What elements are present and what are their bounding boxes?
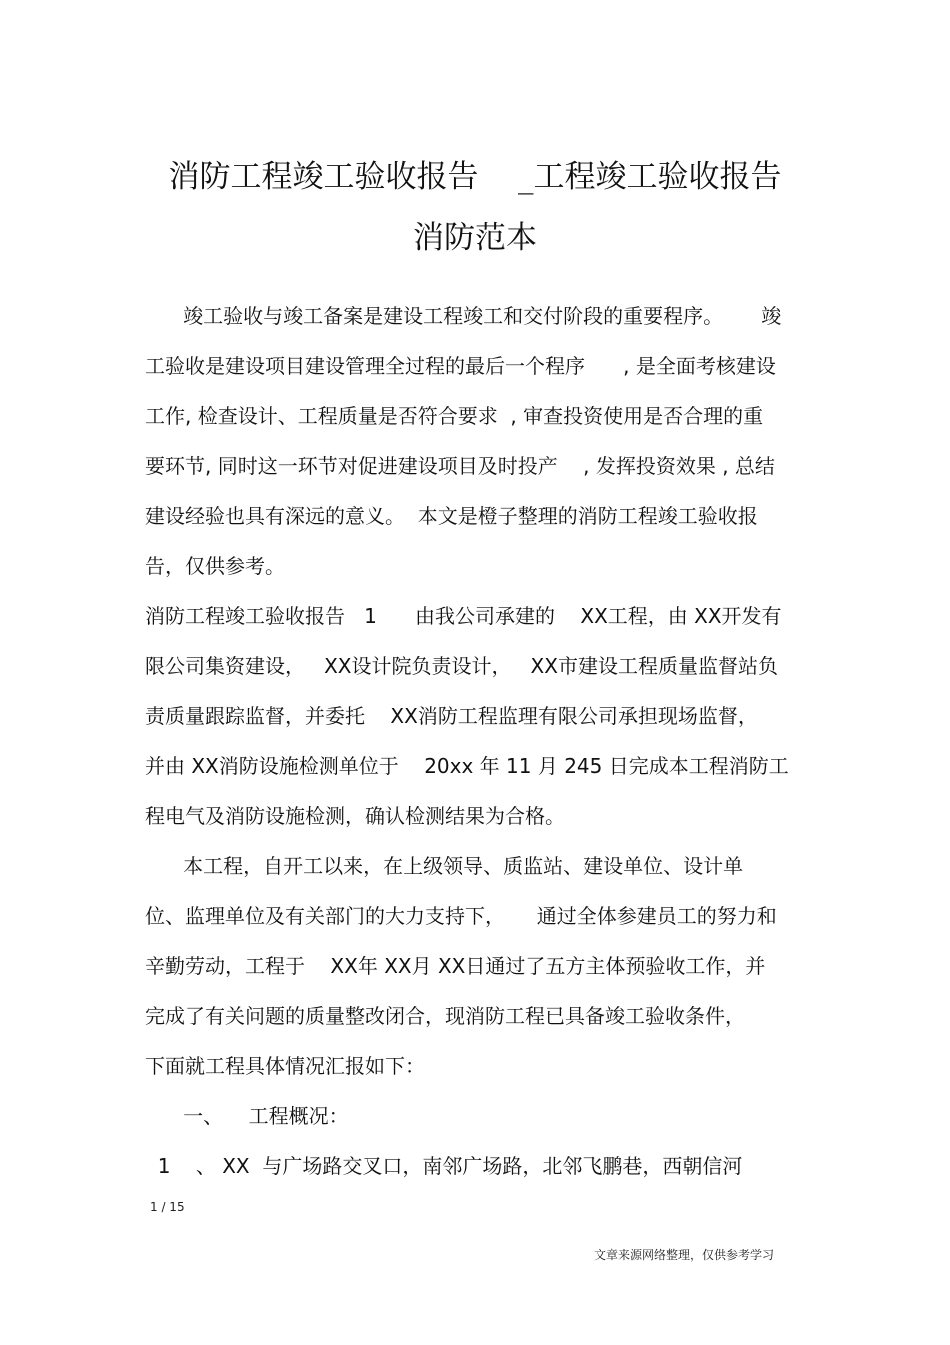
body-line-1: 竣工验收与竣工备案是建设工程竣工和交付阶段的重要程序。 竣 (145, 304, 782, 328)
body-line-8: 限公司集资建设， XX设计院负责设计， XX市建设工程质量监督站负 (145, 654, 778, 678)
body-line-10: 并由 XX消防设施检测单位于 20xx 年 11 月 245 日完成本工程消防工 (145, 754, 789, 778)
body-line-9: 责质量跟踪监督，并委托 XX消防工程监理有限公司承担现场监督， (145, 704, 758, 728)
body-line-11: 程电气及消防设施检测，确认检测结果为合格。 (145, 804, 565, 828)
body-line-2: 工验收是建设项目建设管理全过程的最后一个程序 , 是全面考核建设 (145, 354, 776, 378)
body-line-15: 完成了有关问题的质量整改闭合，现消防工程已具备竣工验收条件， (145, 1004, 745, 1028)
document-title-line-2: 消防范本 (413, 220, 537, 256)
body-line-6: 告，仅供参考。 (145, 554, 285, 578)
body-line-14: 辛勤劳动，工程于 XX年 XX月 XX日通过了五方主体预验收工作，并 (145, 954, 766, 978)
section-heading: 一、 工程概况： (145, 1104, 349, 1128)
body-line-3: 工作, 检查设计、工程质量是否符合要求 , 审查投资使用是否合理的重 (145, 404, 764, 428)
page-number: 1 / 15 (150, 1200, 185, 1214)
body-line-5: 建设经验也具有深远的意义。 本文是橙子整理的消防工程竣工验收报 (145, 504, 758, 528)
body-line-13: 位、监理单位及有关部门的大力支持下， 通过全体参建员工的努力和 (145, 904, 777, 928)
document-title-line-1: 消防工程竣工验收报告 _工程竣工验收报告 (168, 159, 782, 195)
body-line-7: 消防工程竣工验收报告 1 由我公司承建的 XX工程，由 XX开发有 (145, 604, 782, 628)
body-line-16: 下面就工程具体情况汇报如下： (145, 1054, 425, 1078)
body-line-18: 1 、 XX 与广场路交叉口，南邻广场路，北邻飞鹏巷，西朝信河 (145, 1154, 743, 1178)
body-line-4: 要环节, 同时这一环节对促进建设项目及时投产 , 发挥投资效果 , 总结 (145, 454, 775, 478)
footer-note: 文章来源网络整理，仅供参考学习 (594, 1248, 775, 1262)
body-line-12: 本工程，自开工以来，在上级领导、质监站、建设单位、设计单 (145, 854, 744, 878)
